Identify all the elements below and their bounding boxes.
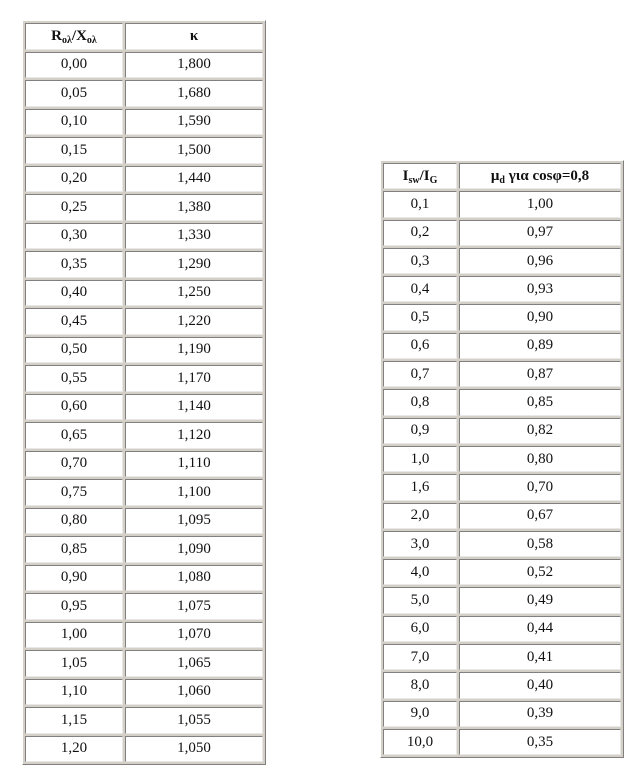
current-ratio-cell: 0,8 (383, 389, 457, 415)
kappa-cell: 1,055 (125, 707, 263, 734)
kappa-cell: 1,100 (125, 479, 263, 506)
kappa-cell: 1,095 (125, 508, 263, 535)
mu-d-cell: 0,89 (459, 333, 621, 359)
kappa-cell: 1,075 (125, 593, 263, 620)
table-row (25, 451, 263, 478)
ratio-cell: 0,80 (25, 508, 123, 535)
table-row (383, 276, 621, 302)
table-row (25, 736, 263, 763)
mu-d-cell: 0,49 (459, 587, 621, 613)
current-ratio-cell: 7,0 (383, 644, 457, 670)
current-ratio-cell: 6,0 (383, 616, 457, 642)
current-ratio-cell: 3,0 (383, 531, 457, 557)
ratio-cell: 1,15 (25, 707, 123, 734)
table-row (25, 166, 263, 193)
table-row (25, 280, 263, 307)
table-row (383, 616, 621, 642)
table-row (25, 109, 263, 136)
kappa-cell: 1,110 (125, 451, 263, 478)
mu-d-cell: 0,44 (459, 616, 621, 642)
kappa-cell: 1,590 (125, 109, 263, 136)
ratio-cell: 0,10 (25, 109, 123, 136)
ratio-cell: 1,00 (25, 622, 123, 649)
current-ratio-cell: 1,6 (383, 474, 457, 500)
current-ratio-cell: 10,0 (383, 729, 457, 755)
table-row (383, 474, 621, 500)
mu-d-cell: 0,35 (459, 729, 621, 755)
kappa-cell: 1,060 (125, 679, 263, 706)
ratio-cell: 0,25 (25, 194, 123, 221)
table-row (25, 308, 263, 335)
table-row (25, 394, 263, 421)
kappa-cell: 1,440 (125, 166, 263, 193)
mu-d-cell: 0,97 (459, 220, 621, 246)
kappa-cell: 1,800 (125, 52, 263, 79)
ratio-cell: 0,50 (25, 337, 123, 364)
table-row (25, 508, 263, 535)
table-row (383, 587, 621, 613)
ratio-cell: 1,05 (25, 650, 123, 677)
table-row (25, 650, 263, 677)
current-ratio-cell: 0,9 (383, 418, 457, 444)
mu-d-cell: 0,90 (459, 304, 621, 330)
table-row (25, 80, 263, 107)
mu-d-cell: 0,96 (459, 248, 621, 274)
kappa-cell: 1,170 (125, 365, 263, 392)
kappa-cell: 1,120 (125, 422, 263, 449)
ratio-cell: 0,95 (25, 593, 123, 620)
mu-table-header-mu-d: $\mu_d$ για cosφ=0,8 (459, 163, 621, 189)
kappa-table-body (25, 52, 263, 763)
table-row (25, 479, 263, 506)
table-row (25, 679, 263, 706)
current-ratio-cell: 0,1 (383, 191, 457, 217)
table-row (25, 52, 263, 79)
table-row (25, 565, 263, 592)
table-row (383, 389, 621, 415)
current-ratio-cell: 1,0 (383, 446, 457, 472)
table-row (25, 707, 263, 734)
table-row (25, 251, 263, 278)
kappa-cell: 1,290 (125, 251, 263, 278)
mu-d-cell: 0,40 (459, 672, 621, 698)
mu-d-cell: 0,58 (459, 531, 621, 557)
current-ratio-cell: 0,6 (383, 333, 457, 359)
mu-d-cell: 0,39 (459, 701, 621, 727)
table-row (25, 223, 263, 250)
table-row (383, 446, 621, 472)
current-ratio-cell: 5,0 (383, 587, 457, 613)
mu-table-header-row (383, 163, 621, 189)
kappa-cell: 1,680 (125, 80, 263, 107)
table-row (383, 220, 621, 246)
table-row (25, 337, 263, 364)
table-row (25, 593, 263, 620)
table-row (25, 194, 263, 221)
current-ratio-cell: 8,0 (383, 672, 457, 698)
mu-d-cell: 1,00 (459, 191, 621, 217)
table-row (383, 729, 621, 755)
kappa-table-header-row (25, 23, 263, 50)
table-row (383, 644, 621, 670)
current-ratio-cell: 0,7 (383, 361, 457, 387)
current-ratio-cell: 0,4 (383, 276, 457, 302)
kappa-table-header-ratio: $R_{o\lambda}/X_{o\lambda}$ (25, 23, 123, 50)
kappa-cell: 1,250 (125, 280, 263, 307)
mu-table-header-current-ratio: $I_{sw}/I_G$ (383, 163, 457, 189)
ratio-cell: 0,65 (25, 422, 123, 449)
kappa-cell: 1,065 (125, 650, 263, 677)
ratio-cell: 0,85 (25, 536, 123, 563)
table-row (383, 701, 621, 727)
kappa-cell: 1,140 (125, 394, 263, 421)
ratio-cell: 0,35 (25, 251, 123, 278)
mu-d-cell: 0,85 (459, 389, 621, 415)
table-row (383, 191, 621, 217)
table-row (383, 418, 621, 444)
kappa-table-header-kappa: κ (125, 23, 263, 50)
table-row (25, 365, 263, 392)
mu-d-cell: 0,52 (459, 559, 621, 585)
ratio-cell: 0,20 (25, 166, 123, 193)
kappa-table (22, 20, 266, 765)
ratio-cell: 0,40 (25, 280, 123, 307)
current-ratio-cell: 2,0 (383, 503, 457, 529)
table-row (25, 422, 263, 449)
current-ratio-cell: 0,5 (383, 304, 457, 330)
kappa-cell: 1,190 (125, 337, 263, 364)
mu-d-cell: 0,87 (459, 361, 621, 387)
table-row (383, 304, 621, 330)
kappa-cell: 1,220 (125, 308, 263, 335)
mu-d-cell: 0,41 (459, 644, 621, 670)
table-row (383, 333, 621, 359)
table-row (383, 503, 621, 529)
table-row (25, 137, 263, 164)
table-row (383, 361, 621, 387)
current-ratio-cell: 0,3 (383, 248, 457, 274)
kappa-cell: 1,070 (125, 622, 263, 649)
mu-d-cell: 0,93 (459, 276, 621, 302)
ratio-cell: 1,10 (25, 679, 123, 706)
ratio-cell: 0,00 (25, 52, 123, 79)
ratio-cell: 0,60 (25, 394, 123, 421)
kappa-cell: 1,090 (125, 536, 263, 563)
table-row (25, 622, 263, 649)
ratio-cell: 0,90 (25, 565, 123, 592)
table-row (383, 559, 621, 585)
mu-d-cell: 0,70 (459, 474, 621, 500)
kappa-cell: 1,050 (125, 736, 263, 763)
mu-d-cell: 0,67 (459, 503, 621, 529)
kappa-cell: 1,330 (125, 223, 263, 250)
table-row (383, 672, 621, 698)
table-row (25, 536, 263, 563)
mu-d-cell: 0,80 (459, 446, 621, 472)
kappa-cell: 1,080 (125, 565, 263, 592)
ratio-cell: 0,45 (25, 308, 123, 335)
current-ratio-cell: 0,2 (383, 220, 457, 246)
mu-table-body (383, 191, 621, 755)
ratio-cell: 0,05 (25, 80, 123, 107)
ratio-cell: 0,15 (25, 137, 123, 164)
ratio-cell: 0,75 (25, 479, 123, 506)
kappa-cell: 1,380 (125, 194, 263, 221)
ratio-cell: 0,30 (25, 223, 123, 250)
mu-table (380, 160, 624, 758)
table-row (383, 248, 621, 274)
current-ratio-cell: 4,0 (383, 559, 457, 585)
ratio-cell: 0,55 (25, 365, 123, 392)
ratio-cell: 0,70 (25, 451, 123, 478)
kappa-cell: 1,500 (125, 137, 263, 164)
mu-d-cell: 0,82 (459, 418, 621, 444)
ratio-cell: 1,20 (25, 736, 123, 763)
current-ratio-cell: 9,0 (383, 701, 457, 727)
table-row (383, 531, 621, 557)
